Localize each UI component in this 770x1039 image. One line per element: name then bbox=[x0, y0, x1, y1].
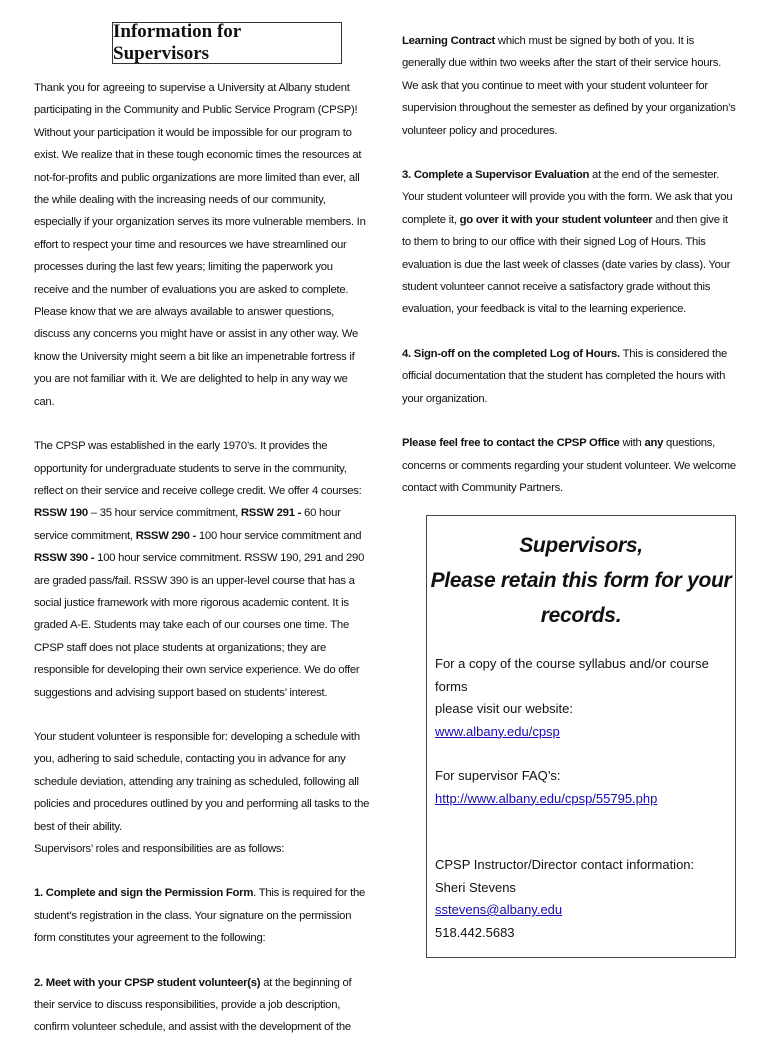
volunteer-paragraph: Your student volunteer is responsible for: developing a schedule with you, adhering to said schedule, contacting you in advance for any schedule deviation, attending any training as scheduled, following all policies and procedures outlined by you and performing all tasks to the best of their ability. bbox=[34, 730, 370, 833]
website-link[interactable]: www.albany.edu/cpsp bbox=[435, 723, 560, 739]
page-title: Information for Supervisors bbox=[112, 22, 342, 64]
copy-text-1: For a copy of the course syllabus and/or course forms bbox=[435, 656, 709, 694]
right-column bbox=[402, 30, 738, 499]
retain-form-box bbox=[426, 515, 736, 958]
director-name: Sheri Stevens bbox=[435, 879, 516, 895]
faq-link[interactable]: http://www.albany.edu/cpsp/55795.php bbox=[435, 790, 658, 806]
roles-intro: Supervisors’ roles and responsibilities are as follows: bbox=[34, 843, 285, 855]
cpsp-paragraph: The CPSP was established in the early 1970’s. It provides the opportunity for undergraduate students to serve in the community, reflect on their service and receive college credit. We offer 4 courses: RSSW 190 – 35 hour service commitment, RSSW 291 - 60 hour service commitment, RSSW 290 - 100 hour service commitment and RSSW 390 - 100 hour service commitment. RSSW 190, 291 and 290 are graded pass/fail. RSSW 390 is an upper-level course that has a social justice framework with more rigorous academic content. It is graded A-E. Students may take each of our courses one time. The CPSP staff does not place students at organizations; they are responsible for developing their own service experience. We do offer suggestions and advising support based on students’ interest. bbox=[34, 440, 365, 699]
left-column bbox=[34, 22, 370, 1039]
copy-text-2: please visit our website: bbox=[435, 701, 574, 716]
phone-number: 518.442.5683 bbox=[435, 924, 515, 940]
item-2-continued: Learning Contract which must be signed by both of you. It is generally due within two weeks after the start of their service hours. We ask that you continue to meet with your student volunteer for supervision throughout the semester as defined by your organization’s volunteer policy and procedures. bbox=[402, 35, 736, 137]
item-3: 3. Complete a Supervisor Evaluation at the end of the semester. Your student volunteer will provide you with the form. We ask that you complete it, go over it with your student volunteer and then give it to them to bring to our office with their signed Log of Hours. This evaluation is due the last week of classes (date varies by class). Your student volunteer cannot receive a satisfactory grade without this evaluation, your feedback is vital to the learning experience. bbox=[402, 169, 733, 316]
retain-heading: Supervisors, Please retain this form for your records. bbox=[430, 534, 732, 627]
box-contact-info bbox=[427, 633, 735, 944]
item-2: 2. Meet with your CPSP student volunteer(s) at the beginning of their service to discuss responsibilities, provide a job description, confirm volunteer schedule, and assist with the development of the bbox=[34, 976, 352, 1034]
faq-label: For supervisor FAQ’s: bbox=[435, 768, 561, 783]
item-1: 1. Complete and sign the Permission Form. This is required for the student’s registration in the class. Your signature on the permission form constitutes your agreement to the following: bbox=[34, 887, 366, 945]
contact-paragraph: Please feel free to contact the CPSP Office with any questions, concerns or comments regarding your student volunteer. We welcome contact with Community Partners. bbox=[402, 437, 736, 494]
item-4: 4. Sign-off on the completed Log of Hours. This is considered the official documentation that the student has completed the hours with your organization. bbox=[402, 347, 728, 405]
intro-paragraph: Thank you for agreeing to supervise a University at Albany student participating in the Community and Public Service Program (CPSP)! Without your participation it would be impossible for our program to exist. We realize that in these tough economic times the resources at not-for-profits and public organizations are more limited than ever, all the while dealing with the increasing needs of our community, especially if your organization serves its more vulnerable members. In effort to respect your time and resources we have streamlined our processes during the last few years; limiting the paperwork you receive and the number of evaluations you are asked to complete. Please know that we are always available to answer questions, discuss any concerns you might have or assist in any other way. We know the University might seem a bit like an impenetrable fortress if you are not familiar with it. We are delighted to help in any way we can. bbox=[34, 82, 366, 408]
email-link[interactable]: sstevens@albany.edu bbox=[435, 902, 563, 917]
contact-label: CPSP Instructor/Director contact information: bbox=[435, 857, 695, 872]
